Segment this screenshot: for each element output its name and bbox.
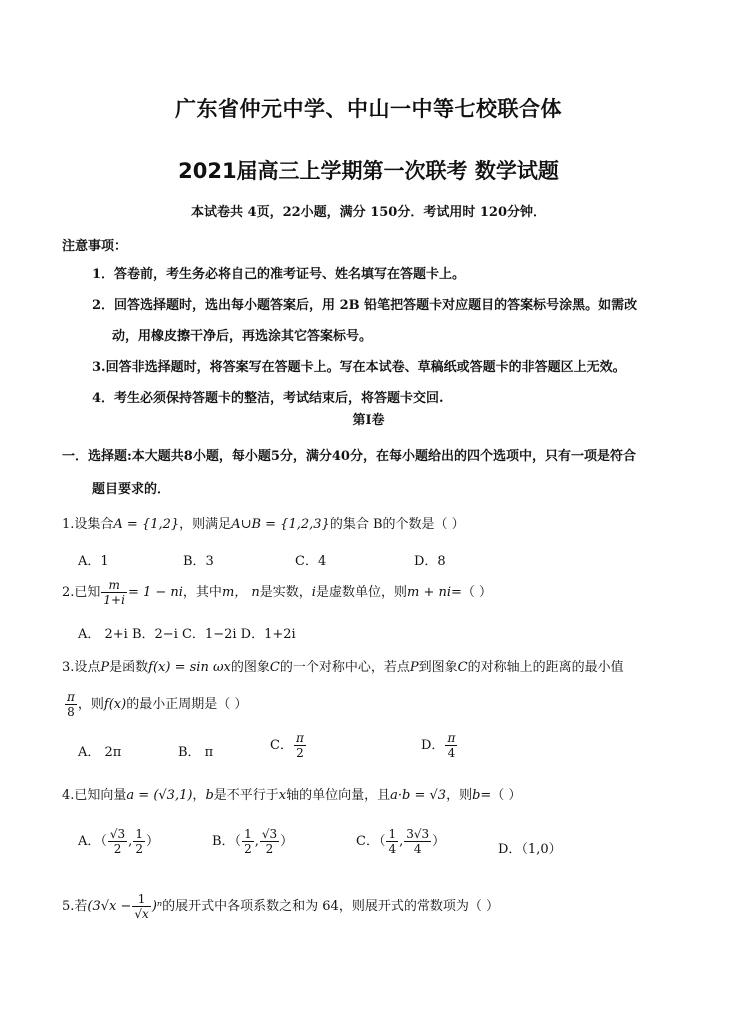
notice-item-1: 1．答卷前，考生务必将自己的准考证号、姓名填写在答题卡上。 <box>92 267 466 282</box>
exam-title-line2: 2021届高三上学期第一次联考 数学试题 <box>178 159 559 183</box>
q4-option-c-n1: 1 <box>388 827 397 841</box>
q4-dot: a·b = √3 <box>390 788 447 803</box>
exam-title-line1: 广东省仲元中学、中山一中等七校联合体 <box>175 97 562 121</box>
q3-text-post: 的对称轴上的距离的最小值 <box>467 660 624 675</box>
q3-option-b: B． π <box>178 745 214 760</box>
q1-union: A∪B = {1,2,3} <box>231 517 330 532</box>
q4-option-c-close: ） <box>432 834 446 849</box>
q3-option-d <box>421 731 458 760</box>
q3-frac-num: π <box>67 690 75 704</box>
q3-c2: C <box>457 660 468 675</box>
q3-p: P <box>100 660 110 675</box>
q4-option-d: D．（1,0） <box>498 842 562 857</box>
section-heading: 一．选择题:本大题共8小题，每小题5分，满分40分，在每小题给出的四个选项中，只有一项是符合 <box>62 449 636 464</box>
q4-option-b-comma: , <box>254 834 259 849</box>
q3-option-c-num: π <box>295 731 304 745</box>
q4-option-c-d2: 4 <box>413 842 422 856</box>
q4-option-b-n1: 1 <box>244 827 252 841</box>
q3-text-mid1: 是函数 <box>109 660 149 675</box>
q3-fraction <box>65 690 77 719</box>
q1-option-b: B．3 <box>183 554 214 569</box>
q1-text-mid: ，则满足 <box>179 517 232 532</box>
q4-option-b-d2: 2 <box>265 842 274 856</box>
q3-c: C <box>269 660 280 675</box>
q5-text: 5.若 <box>62 899 88 914</box>
q2-text: 2.已知 <box>62 585 101 600</box>
q4-option-b-frac1 <box>242 827 254 856</box>
q4-option-c-label: C．（ <box>356 834 386 849</box>
q3-frac-den: 8 <box>67 705 75 719</box>
q4-option-c-d1: 4 <box>388 842 397 856</box>
q2-text-mid2: 是实数， <box>259 585 312 600</box>
q3-fx: f(x) <box>103 697 127 712</box>
q2-fraction <box>101 578 127 607</box>
q4-text-mid1: ， <box>192 788 206 803</box>
q3-option-d-num: π <box>447 731 456 745</box>
q5-fraction <box>132 892 150 921</box>
q2-text-mid: ，其中 <box>182 585 222 600</box>
q4-vec-a: a = (√3,1) <box>126 788 193 803</box>
q4-vec-b: b <box>205 788 214 803</box>
notice-item-3: 3.回答非选择题时，将答案写在答题卡上。写在本试卷、草稿纸或答题卡的非答题区上无效。 <box>92 360 626 375</box>
q4-option-b <box>212 827 293 856</box>
q3-text-mid2: 的图象 <box>230 660 270 675</box>
q3-line2-post: 的最小正周期是（ ） <box>126 697 248 712</box>
q5-text-post: 的展开式中各项系数之和为 64，则展开式的常数项为（ ） <box>162 899 499 914</box>
q4-option-a-n1: √3 <box>109 827 126 841</box>
q3-option-d-label: D． <box>421 738 445 753</box>
q4-text-mid4: ，则 <box>446 788 473 803</box>
q2-i: i <box>311 585 316 600</box>
q3-option-c-den: 2 <box>296 746 304 760</box>
q4-text: 4.已知向量 <box>62 788 127 803</box>
q3-func: f(x) = sin ωx <box>148 660 231 675</box>
q4-option-c-comma: , <box>399 834 404 849</box>
q3-p2: P <box>409 660 419 675</box>
q4-option-a-frac2 <box>133 827 145 856</box>
notice-heading: 注意事项： <box>62 239 128 254</box>
question-5 <box>62 892 499 921</box>
notice-item-2-cont: 动，用橡皮擦干净后，再选涂其它答案标号。 <box>112 329 373 344</box>
q4-option-b-frac2 <box>260 827 279 856</box>
q3-option-d-frac <box>445 731 457 760</box>
q3-text-mid3: 的一个对称中心，若点 <box>279 660 410 675</box>
question-3-cont <box>64 690 247 719</box>
q4-option-a-d1: 2 <box>113 842 122 856</box>
q4-option-a-comma: , <box>128 834 133 849</box>
q2-options: A． 2+i B．2−i C．1−2i D．1+2i <box>78 627 296 642</box>
q4-text-mid2: 是不平行于 <box>213 788 279 803</box>
q3-text-mid4: 到图象 <box>418 660 458 675</box>
q4-option-b-close: ） <box>280 834 294 849</box>
q1-text-post: 的集合 B的个数是（ ） <box>329 517 465 532</box>
q4-option-b-d1: 2 <box>244 842 252 856</box>
q5-expr-right: )ⁿ <box>151 899 163 914</box>
q1-option-a: A．1 <box>78 554 109 569</box>
q4-option-a-frac1 <box>108 827 127 856</box>
q2-eq: = 1 − ni <box>127 585 183 600</box>
q3-option-c-frac <box>294 731 306 760</box>
q2-vars: m， n <box>221 585 260 600</box>
q1-option-c: C．4 <box>295 554 327 569</box>
q4-option-a <box>78 827 159 856</box>
q4-option-a-label: A．（ <box>78 834 107 849</box>
q4-option-c-frac1 <box>386 827 398 856</box>
question-3 <box>62 656 624 675</box>
q4-text-post: =（ ） <box>480 788 522 803</box>
q3-option-d-den: 4 <box>447 746 456 760</box>
q4-option-a-n2: 1 <box>135 827 143 841</box>
q4-option-a-close: ） <box>145 834 159 849</box>
notice-item-2: 2．回答选择题时，选出每小题答案后，用 2B 铅笔把答题卡对应题目的答案标号涂黑。如需改 <box>92 298 638 313</box>
q2-expr: m + ni <box>406 585 451 600</box>
exam-info: 本试卷共 4页，22小题，满分 150分．考试用时 120分钟． <box>191 205 546 220</box>
q1-text: 1.设集合 <box>62 517 114 532</box>
q3-line2-mid: ，则 <box>77 697 104 712</box>
q2-frac-num: m <box>101 578 127 593</box>
q2-text-post: =（ ） <box>451 585 493 600</box>
q3-text: 3.设点 <box>62 660 101 675</box>
q4-option-b-n2: √3 <box>261 827 278 841</box>
q4-x: x <box>278 788 287 803</box>
q3-option-c-label: C． <box>270 738 293 753</box>
q4-option-c-n2: 3√3 <box>406 827 430 841</box>
q1-option-d: D．8 <box>414 554 446 569</box>
q3-option-a: A． 2π <box>78 745 122 760</box>
question-4 <box>62 784 521 803</box>
q4-option-b-label: B．（ <box>212 834 242 849</box>
q4-option-c-frac2 <box>404 827 431 856</box>
q4-option-a-d2: 2 <box>135 842 143 856</box>
q4-text-mid3: 轴的单位向量，且 <box>286 788 391 803</box>
q3-option-c <box>270 731 307 760</box>
q5-expr-left: (3√x − <box>87 899 132 914</box>
q2-frac-den: 1+i <box>103 593 125 607</box>
volume-label: 第Ⅰ卷 <box>352 413 385 428</box>
section-heading-cont: 题目要求的． <box>92 482 171 497</box>
question-1 <box>62 513 465 532</box>
q5-frac-den: √x <box>134 907 149 921</box>
q1-set-a: A = {1,2} <box>113 517 180 532</box>
notice-item-4: 4．考生必须保持答题卡的整洁，考试结束后，将答题卡交回. <box>92 391 444 406</box>
q2-text-mid3: 是虚数单位，则 <box>315 585 407 600</box>
question-2 <box>62 578 492 607</box>
q5-frac-num: 1 <box>132 892 150 907</box>
q4-vec-b2: b <box>472 788 481 803</box>
q4-option-c <box>356 827 445 856</box>
